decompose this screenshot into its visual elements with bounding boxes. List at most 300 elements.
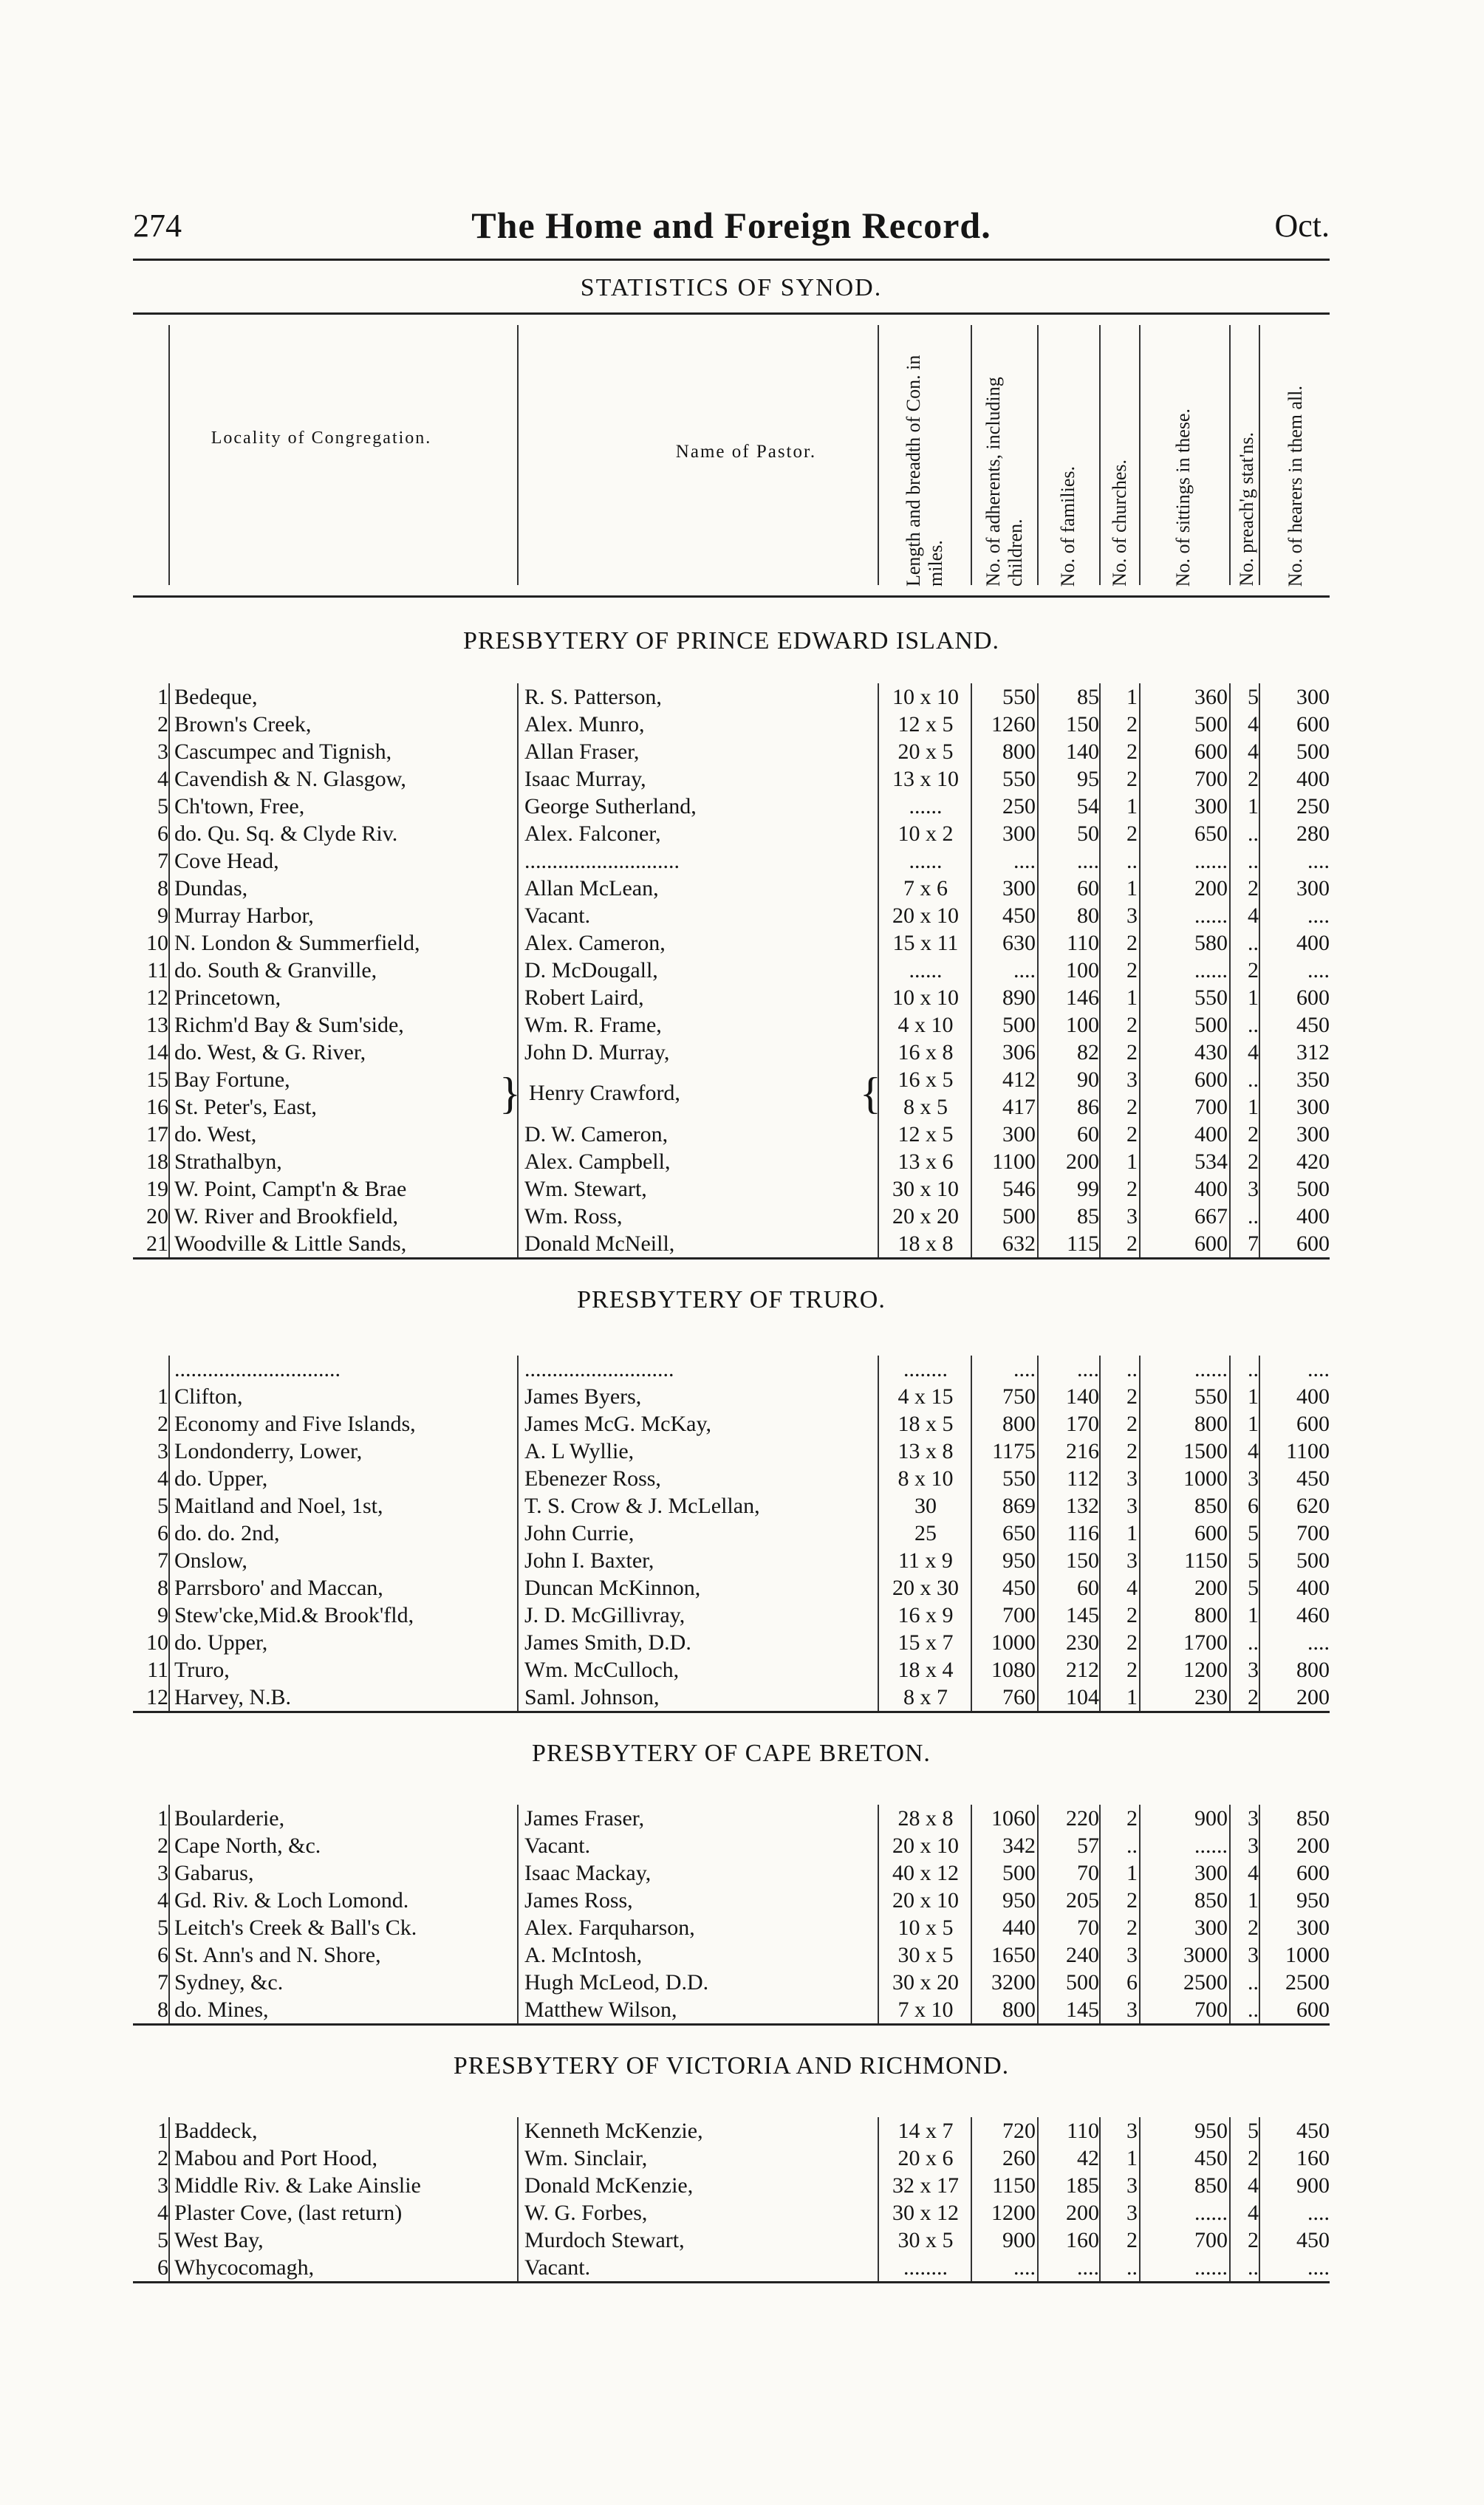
table-row — [133, 1438, 1330, 1465]
cell-fam: 116 — [1067, 1521, 1099, 1545]
cell-loc: Cove Head, — [174, 849, 279, 873]
cell-chu: 2 — [1126, 1384, 1138, 1409]
table-row — [133, 1093, 1330, 1121]
cell-pre: 4 — [1248, 739, 1259, 764]
cell-loc: Londonderry, Lower, — [174, 1439, 363, 1463]
cell-pre: 2 — [1248, 876, 1259, 900]
cell-no: 2 — [157, 1834, 168, 1858]
cell-loc: Richm'd Bay & Sum'side, — [174, 1013, 404, 1037]
table-row — [133, 2172, 1330, 2199]
cell-sit: 534 — [1194, 1149, 1228, 1174]
table-row — [133, 711, 1330, 738]
cell-sit: ...... — [1194, 2255, 1228, 2280]
cell-hea: 350 — [1296, 1067, 1330, 1092]
cell-no: 7 — [157, 849, 168, 873]
cell-pre: 4 — [1248, 1040, 1259, 1064]
cell-sit: ...... — [1194, 1357, 1228, 1381]
cell-sit: 200 — [1194, 876, 1228, 900]
cell-fam: 104 — [1066, 1685, 1099, 1709]
cell-fam: 200 — [1066, 1149, 1099, 1174]
cell-pastor: Isaac Murray, — [524, 767, 646, 791]
cell-chu: .. — [1126, 849, 1138, 873]
cell-pre: .. — [1248, 1970, 1259, 1995]
cell-chu: .. — [1126, 1357, 1138, 1381]
cell-adh: 1260 — [991, 712, 1036, 737]
cell-adh: 1150 — [992, 2173, 1036, 2198]
cell-chu: 2 — [1126, 1095, 1138, 1119]
cell-sit: 600 — [1194, 1231, 1228, 1256]
cell-loc: do. South & Granville, — [174, 958, 377, 982]
cell-adh: 1080 — [991, 1658, 1036, 1682]
cell-chu: 3 — [1126, 1466, 1138, 1491]
cell-len: 10 x 5 — [897, 1916, 954, 1940]
table-row — [133, 1148, 1330, 1175]
cell-pastor: Robert Laird, — [524, 985, 644, 1010]
cell-chu: 3 — [1126, 1997, 1138, 2022]
table-row — [133, 2254, 1330, 2281]
cell-pre: 2 — [1248, 2228, 1259, 2252]
cell-sit: 300 — [1194, 1916, 1228, 1940]
table-row — [133, 1203, 1330, 1230]
cell-no: 6 — [157, 2255, 168, 2280]
table-row — [133, 847, 1330, 875]
cell-no: 19 — [146, 1177, 168, 1201]
cell-pre: 2 — [1248, 1122, 1259, 1146]
cell-sit: 850 — [1194, 1888, 1228, 1913]
header-churches: No. of churches. — [1109, 459, 1130, 587]
cell-adh: 1175 — [992, 1439, 1036, 1463]
cell-adh: 450 — [1002, 1576, 1036, 1600]
cell-loc: Mabou and Port Hood, — [174, 2146, 377, 2170]
cell-pastor: Matthew Wilson, — [524, 1997, 677, 2022]
cell-len: 20 x 10 — [892, 903, 959, 928]
cell-adh: 550 — [1002, 767, 1036, 791]
cell-fam: 82 — [1077, 1040, 1099, 1064]
cell-loc: W. Point, Campt'n & Brae — [174, 1177, 407, 1201]
table-row — [133, 1465, 1330, 1492]
cell-loc: do. Upper, — [174, 1630, 268, 1655]
cell-chu: 2 — [1126, 1040, 1138, 1064]
cell-hea: 450 — [1296, 2119, 1330, 2143]
cell-no: 15 — [146, 1067, 168, 1092]
cell-hea: 400 — [1296, 1204, 1330, 1228]
cell-sit: 300 — [1194, 1861, 1228, 1885]
cell-adh: 412 — [1002, 1067, 1036, 1092]
cell-pre: 3 — [1248, 1658, 1259, 1682]
cell-adh: 750 — [1002, 1384, 1036, 1409]
cell-len: 40 x 12 — [892, 1861, 959, 1885]
cell-fam: 212 — [1066, 1658, 1099, 1682]
cell-pre: 2 — [1248, 1916, 1259, 1940]
cell-adh: 450 — [1002, 903, 1036, 928]
cell-len: 15 x 7 — [897, 1630, 954, 1655]
table-row — [133, 1887, 1330, 1914]
cell-pre: .. — [1248, 2255, 1259, 2280]
cell-no: 1 — [157, 1806, 168, 1831]
cell-len: 20 x 6 — [897, 2146, 954, 2170]
cell-pastor: A. McIntosh, — [524, 1943, 643, 1967]
cell-adh: 900 — [1002, 2228, 1036, 2252]
cell-pastor: Alex. Falconer, — [524, 821, 661, 846]
journal-title: The Home and Foreign Record. — [471, 205, 991, 246]
cell-len: 20 x 20 — [892, 1204, 959, 1228]
table-row — [133, 1039, 1330, 1066]
cell-adh: 1060 — [991, 1806, 1036, 1831]
cell-hea: 450 — [1296, 1466, 1330, 1491]
cell-chu: 3 — [1126, 2173, 1138, 2198]
cell-loc: Leitch's Creek & Ball's Ck. — [174, 1916, 417, 1940]
table-row — [133, 1066, 1330, 1093]
cell-adh: 3200 — [991, 1970, 1036, 1995]
cell-no: 6 — [157, 1521, 168, 1545]
cell-pre: 1 — [1248, 1603, 1259, 1627]
cell-no: 16 — [146, 1095, 168, 1119]
table-row — [133, 2117, 1330, 2145]
cell-hea: 300 — [1296, 1916, 1330, 1940]
cell-fam: 185 — [1066, 2173, 1099, 2198]
presbytery-table — [133, 1356, 1330, 1713]
cell-loc: do. Mines, — [174, 1997, 269, 2022]
cell-pre: 1 — [1248, 1412, 1259, 1436]
cell-len: 10 x 10 — [892, 985, 959, 1010]
presbytery-heading: PRESBYTERY OF TRURO. — [577, 1286, 886, 1313]
cell-sit: ...... — [1194, 2201, 1228, 2225]
cell-chu: 2 — [1126, 1439, 1138, 1463]
table-row — [133, 1859, 1330, 1887]
cell-pastor: James Byers, — [524, 1384, 642, 1409]
cell-len: 16 x 9 — [897, 1603, 954, 1627]
cell-sit: 600 — [1194, 1521, 1228, 1545]
cell-no: 7 — [157, 1548, 168, 1573]
cell-chu: 1 — [1126, 794, 1138, 819]
cell-fam: 230 — [1066, 1630, 1099, 1655]
cell-adh: 306 — [1002, 1040, 1036, 1064]
cell-pre: 3 — [1248, 1806, 1259, 1831]
cell-no: 4 — [157, 767, 168, 791]
cell-len: 30 x 5 — [897, 1943, 954, 1967]
cell-adh: 720 — [1002, 2119, 1036, 2143]
cell-adh: 500 — [1002, 1013, 1036, 1037]
cell-pre: 7 — [1248, 1231, 1259, 1256]
cell-hea: 900 — [1296, 2173, 1330, 2198]
table-row — [133, 1832, 1330, 1859]
cell-sit: 430 — [1194, 1040, 1228, 1064]
cell-pre: 2 — [1248, 2146, 1259, 2170]
table-row — [133, 1011, 1330, 1039]
cell-adh: 250 — [1002, 794, 1036, 819]
cell-no: 5 — [157, 2228, 168, 2252]
cell-sit: 400 — [1194, 1177, 1228, 1201]
cell-len: 30 x 12 — [892, 2201, 959, 2225]
cell-loc: Maitland and Noel, 1st, — [174, 1494, 383, 1518]
cell-chu: 2 — [1126, 1013, 1138, 1037]
cell-chu: 1 — [1126, 1685, 1138, 1709]
cell-len: 11 x 9 — [898, 1548, 953, 1573]
cell-sit: 650 — [1194, 821, 1228, 846]
cell-no: 12 — [146, 985, 168, 1010]
cell-pastor: Alex. Farquharson, — [524, 1916, 695, 1940]
cell-chu: 3 — [1126, 1067, 1138, 1092]
cell-no: 11 — [147, 958, 168, 982]
cell-chu: 2 — [1126, 712, 1138, 737]
cell-hea: .... — [1307, 958, 1330, 982]
cell-adh: .... — [1013, 958, 1036, 982]
cell-chu: 4 — [1126, 1576, 1138, 1600]
cell-len: 12 x 5 — [897, 1122, 954, 1146]
cell-hea: 600 — [1296, 712, 1330, 737]
cell-fam: 145 — [1066, 1603, 1099, 1627]
table-row — [133, 1629, 1330, 1656]
header-length: Length and breadth of Con. in miles. — [903, 355, 946, 587]
cell-fam: 140 — [1066, 739, 1099, 764]
cell-pastor: John D. Murray, — [524, 1040, 670, 1064]
presbytery-heading: PRESBYTERY OF VICTORIA AND RICHMOND. — [453, 2052, 1010, 2079]
cell-pastor: Alex. Campbell, — [524, 1149, 671, 1174]
cell-pastor: Wm. McCulloch, — [524, 1658, 680, 1682]
cell-len: 20 x 5 — [897, 739, 954, 764]
cell-chu: 2 — [1126, 821, 1138, 846]
cell-loc: Sydney, &c. — [174, 1970, 284, 1995]
cell-fam: 42 — [1077, 2146, 1099, 2170]
cell-chu: 2 — [1126, 1630, 1138, 1655]
cell-chu: 2 — [1126, 1122, 1138, 1146]
cell-fam: 110 — [1067, 931, 1099, 955]
cell-pre: 5 — [1248, 1576, 1259, 1600]
cell-no: 6 — [157, 1943, 168, 1967]
cell-pastor: James Smith, D.D. — [524, 1630, 691, 1655]
cell-sit: 900 — [1194, 1806, 1228, 1831]
cell-fam: .... — [1077, 1357, 1099, 1381]
table-row — [133, 1914, 1330, 1941]
cell-chu: .. — [1126, 2255, 1138, 2280]
cell-hea: 400 — [1296, 931, 1330, 955]
cell-loc: do. West, & G. River, — [174, 1040, 366, 1064]
cell-pastor: George Sutherland, — [524, 794, 697, 819]
cell-fam: 205 — [1066, 1888, 1099, 1913]
cell-fam: 60 — [1077, 876, 1099, 900]
cell-len: 8 x 7 — [903, 1685, 948, 1709]
cell-chu: 3 — [1126, 2201, 1138, 2225]
cell-pre: 2 — [1248, 1685, 1259, 1709]
cell-pre: .. — [1248, 1204, 1259, 1228]
cell-sit: 550 — [1194, 985, 1228, 1010]
cell-loc: Economy and Five Islands, — [174, 1412, 416, 1436]
cell-pre: .. — [1248, 1357, 1259, 1381]
cell-fam: 99 — [1077, 1177, 1099, 1201]
cell-adh: 1000 — [991, 1630, 1036, 1655]
cell-fam: 500 — [1066, 1970, 1099, 1995]
cell-pre: .. — [1248, 1630, 1259, 1655]
cell-sit: 300 — [1194, 794, 1228, 819]
cell-hea: .... — [1307, 1630, 1330, 1655]
cell-loc: St. Peter's, East, — [174, 1095, 317, 1119]
cell-len: 7 x 6 — [903, 876, 948, 900]
cell-hea: .... — [1307, 1357, 1330, 1381]
cell-chu: 3 — [1126, 1548, 1138, 1573]
cell-chu: 2 — [1126, 739, 1138, 764]
running-head — [133, 199, 1330, 261]
table-row — [133, 1230, 1330, 1257]
cell-chu: 3 — [1126, 2119, 1138, 2143]
cell-pastor: Allan McLean, — [524, 876, 659, 900]
cell-no: 5 — [157, 1916, 168, 1940]
cell-len: 16 x 8 — [897, 1040, 954, 1064]
cell-hea: 600 — [1296, 985, 1330, 1010]
cell-adh: 500 — [1002, 1204, 1036, 1228]
cell-no: 1 — [157, 685, 168, 709]
cell-loc: Plaster Cove, (last return) — [174, 2201, 403, 2225]
cell-pastor: W. G. Forbes, — [524, 2201, 648, 2225]
cell-pastor: James Ross, — [524, 1888, 633, 1913]
cell-sit: 550 — [1194, 1384, 1228, 1409]
cell-no: 3 — [157, 1439, 168, 1463]
cell-sit: 580 — [1194, 931, 1228, 955]
cell-len: 12 x 5 — [897, 712, 954, 737]
cell-len: ...... — [909, 849, 943, 873]
cell-pastor: James McG. McKay, — [524, 1412, 711, 1436]
cell-hea: 450 — [1296, 1013, 1330, 1037]
cell-pre: .. — [1248, 1997, 1259, 2022]
cell-sit: 1150 — [1184, 1548, 1228, 1573]
cell-pre: .. — [1248, 1067, 1259, 1092]
cell-adh: 800 — [1002, 1412, 1036, 1436]
cell-pastor: Wm. Sinclair, — [524, 2146, 648, 2170]
cell-no: 13 — [146, 1013, 168, 1037]
cell-no: 4 — [157, 1466, 168, 1491]
cell-adh: 1200 — [991, 2201, 1036, 2225]
header-locality: Locality of Congregation. — [211, 428, 432, 448]
cell-sit: 700 — [1194, 767, 1228, 791]
cell-loc: Bedeque, — [174, 685, 258, 709]
cell-no: 5 — [157, 1494, 168, 1518]
page-number: 274 — [133, 208, 182, 244]
cell-fam: 70 — [1077, 1861, 1099, 1885]
table-row — [133, 820, 1330, 847]
cell-hea: 280 — [1296, 821, 1330, 846]
cell-adh: 950 — [1002, 1888, 1036, 1913]
cell-adh: 440 — [1002, 1916, 1036, 1940]
cell-hea: .... — [1307, 849, 1330, 873]
cell-pastor: Alex. Cameron, — [524, 931, 666, 955]
cell-len: 18 x 8 — [897, 1231, 954, 1256]
cell-chu: 3 — [1126, 903, 1138, 928]
cell-chu: 1 — [1126, 876, 1138, 900]
cell-loc: Murray Harbor, — [174, 903, 314, 928]
cell-hea: 600 — [1296, 1861, 1330, 1885]
cell-no: 2 — [157, 712, 168, 737]
cell-adh: 800 — [1002, 739, 1036, 764]
cell-hea: 500 — [1296, 739, 1330, 764]
cell-pre: 1 — [1248, 1095, 1259, 1119]
issue-month: Oct. — [1274, 208, 1330, 244]
presbytery-table — [133, 1805, 1330, 2026]
cell-chu: 2 — [1126, 767, 1138, 791]
column-header — [133, 312, 1330, 598]
cell-adh: .... — [1013, 849, 1036, 873]
cell-adh: 342 — [1002, 1834, 1036, 1858]
cell-loc: do. Upper, — [174, 1466, 268, 1491]
table-row — [133, 1547, 1330, 1574]
presbytery-heading: PRESBYTERY OF CAPE BRETON. — [532, 1740, 931, 1767]
cell-pastor: Murdoch Stewart, — [524, 2228, 685, 2252]
cell-hea: .... — [1307, 2201, 1330, 2225]
cell-hea: 160 — [1296, 2146, 1330, 2170]
cell-pre: 1 — [1248, 1384, 1259, 1409]
cell-hea: 700 — [1296, 1521, 1330, 1545]
cell-len: 10 x 2 — [897, 821, 954, 846]
cell-pre: 5 — [1248, 1521, 1259, 1545]
cell-loc: Gabarus, — [174, 1861, 254, 1885]
cell-pre: .. — [1248, 821, 1259, 846]
cell-pastor: R. S. Patterson, — [524, 685, 662, 709]
cell-sit: ...... — [1194, 958, 1228, 982]
cell-loc: do. Qu. Sq. & Clyde Riv. — [174, 821, 398, 846]
cell-no: 8 — [157, 876, 168, 900]
cell-no: 12 — [146, 1685, 168, 1709]
cell-len: 32 x 17 — [892, 2173, 959, 2198]
cell-pastor: Donald McKenzie, — [524, 2173, 694, 2198]
cell-hea: 2500 — [1285, 1970, 1330, 1995]
cell-pastor: James Fraser, — [524, 1806, 645, 1831]
cell-no: 2 — [157, 1412, 168, 1436]
cell-adh: 869 — [1002, 1494, 1036, 1518]
cell-no: 18 — [146, 1149, 168, 1174]
table-row — [133, 683, 1330, 711]
cell-len: ...... — [909, 958, 943, 982]
cell-pastor: Vacant. — [524, 2255, 591, 2280]
cell-adh: 550 — [1002, 685, 1036, 709]
cell-no: 21 — [146, 1231, 168, 1256]
cell-chu: 2 — [1126, 1916, 1138, 1940]
cell-len: 13 x 10 — [892, 767, 959, 791]
cell-loc: do. West, — [174, 1122, 257, 1146]
cell-hea: 450 — [1296, 2228, 1330, 2252]
table-row — [133, 1805, 1330, 1832]
cell-len: 30 x 10 — [892, 1177, 959, 1201]
cell-fam: 54 — [1077, 794, 1099, 819]
cell-chu: 1 — [1126, 1521, 1138, 1545]
cell-adh: 700 — [1002, 1603, 1036, 1627]
cell-sit: 950 — [1194, 2119, 1228, 2143]
cell-loc: Gd. Riv. & Loch Lomond. — [174, 1888, 409, 1913]
cell-fam: 86 — [1077, 1095, 1099, 1119]
cell-pre: 4 — [1248, 2173, 1259, 2198]
cell-len: 13 x 8 — [897, 1439, 954, 1463]
cell-sit: 1700 — [1183, 1630, 1228, 1655]
cell-len: 20 x 10 — [892, 1888, 959, 1913]
cell-loc: Bay Fortune, — [174, 1067, 290, 1092]
table-row — [133, 1383, 1330, 1410]
cell-pastor: J. D. McGillivray, — [524, 1603, 685, 1627]
cell-no: 2 — [157, 2146, 168, 2170]
cell-hea: 950 — [1296, 1888, 1330, 1913]
cell-hea: 600 — [1296, 1997, 1330, 2022]
cell-hea: .... — [1307, 2255, 1330, 2280]
cell-loc: West Bay, — [174, 2228, 264, 2252]
cell-pre: .. — [1248, 931, 1259, 955]
cell-loc: Ch'town, Free, — [174, 794, 305, 819]
cell-hea: 300 — [1296, 876, 1330, 900]
cell-fam: 115 — [1067, 1231, 1099, 1256]
cell-adh: 760 — [1002, 1685, 1036, 1709]
table-row — [133, 2199, 1330, 2227]
cell-pre: 5 — [1248, 2119, 1259, 2143]
cell-fam: 85 — [1077, 1204, 1099, 1228]
cell-len: 4 x 15 — [897, 1384, 954, 1409]
cell-hea: 300 — [1296, 685, 1330, 709]
cell-hea: 500 — [1296, 1177, 1330, 1201]
cell-fam: 60 — [1077, 1576, 1099, 1600]
